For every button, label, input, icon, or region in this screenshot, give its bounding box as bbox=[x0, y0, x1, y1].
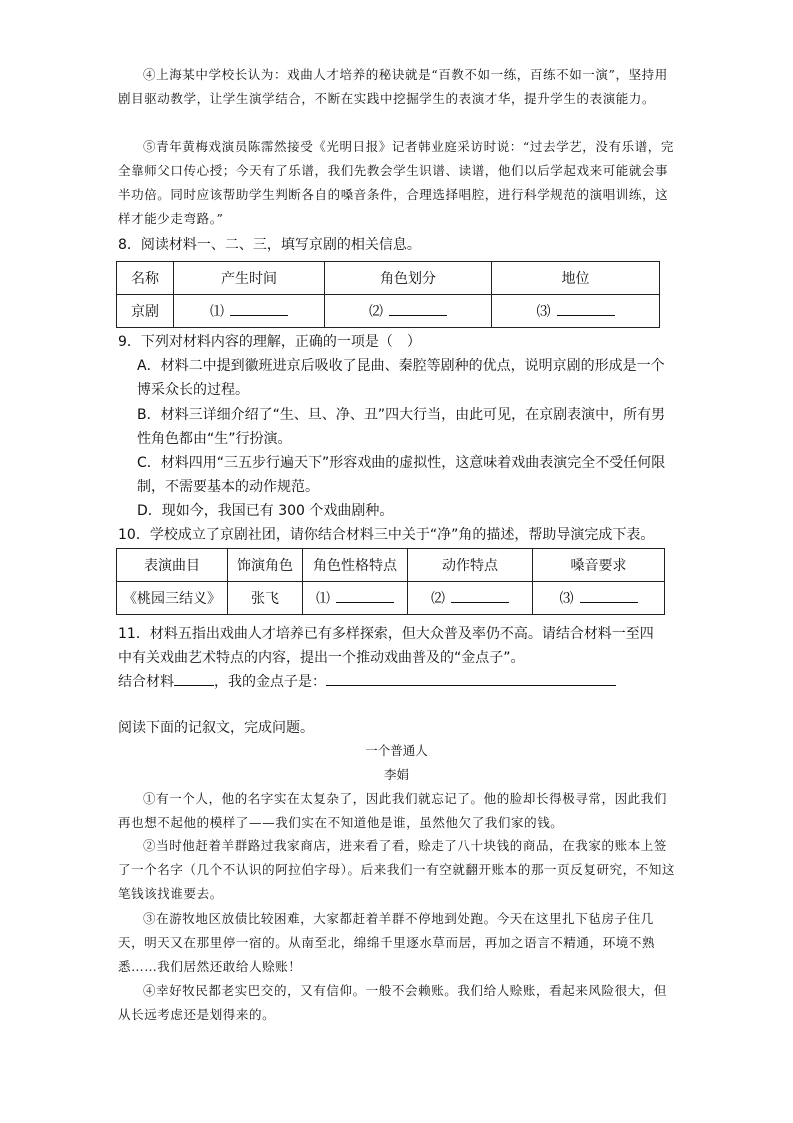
blank-number: ⑶ bbox=[559, 591, 574, 607]
question-8-prompt: 8．阅读材料一、二、三，填写京剧的相关信息。 bbox=[118, 237, 421, 253]
article-paragraph: ④幸好牧民都老实巴交的，又有信仰。一般不会赖账。我们给人赊账，看起来风险很大，但从长远考虑还是划得来的。 bbox=[118, 983, 668, 1022]
table-cell: 京剧 bbox=[117, 295, 174, 328]
answer-blank-1[interactable] bbox=[303, 582, 408, 615]
table-header-cell: 饰演角色 bbox=[228, 549, 303, 582]
reading-intro: 阅读下面的记叙文，完成问题。 bbox=[118, 720, 314, 736]
answer-blank-2[interactable] bbox=[408, 582, 533, 615]
table-cell: 《桃园三结义》 bbox=[117, 582, 228, 615]
table-header-row bbox=[117, 262, 660, 295]
option-a[interactable]: A．材料二中提到徽班进京后吸收了昆曲、秦腔等剧种的优点，说明京剧的形成是一个博采众长的过程。 bbox=[137, 358, 665, 398]
table-header-cell: 角色性格特点 bbox=[303, 549, 408, 582]
question-8-table bbox=[116, 261, 660, 328]
blank-number: ⑴ bbox=[316, 591, 330, 607]
question-9-prompt: 9．下列对材料内容的理解，正确的一项是（ ） bbox=[118, 334, 421, 350]
article-paragraph: ①有一个人，他的名字实在太复杂了，因此我们就忘记了。他的脸却长得极寻常，因此我们再也想不起他的模样了——我们实在不知道他是谁，虽然他欠了我们家的钱。 bbox=[118, 791, 668, 830]
article-paragraph: ②当时他赶着羊群路过我家商店，进来看了看，赊走了八十块钱的商品，在我家的账本上签了一个名字（几个不认识的阿拉伯字母）。后来我们一有空就翻开账本的那一页反复研究，不知这笔钱该找谁要去。 bbox=[118, 838, 676, 901]
table-header-cell: 地位 bbox=[492, 262, 660, 295]
blank-number: ⑶ bbox=[536, 304, 551, 320]
answer-blank-2[interactable] bbox=[325, 295, 492, 328]
question-10-prompt: 10．学校成立了京剧社团，请你结合材料三中关于“净”角的描述，帮助导演完成下表。 bbox=[118, 527, 655, 543]
article-paragraph: ③在游牧地区放债比较困难，大家都赶着羊群不停地到处跑。今天在这里扎下毡房子住几天，明天又在那里停一宿的。从南至北，绵绵千里逐水草而居，再加之语言不精通，环境不熟悉……我们居然还敢给人赊账！ bbox=[118, 911, 656, 974]
blank-number: ⑵ bbox=[369, 304, 383, 320]
blank-number: ⑴ bbox=[210, 304, 224, 320]
answer-blank-3[interactable] bbox=[492, 295, 660, 328]
question-11-prompt: 11．材料五指出戏曲人才培养已有多样探索，但大众普及率仍不高。请结合材料一至四中有关戏曲艺术特点的内容，提出一个推动戏曲普及的“金点子”。 bbox=[118, 626, 654, 666]
material-4-paragraph: ④上海某中学校长认为：戏曲人才培养的秘诀就是“百教不如一练，百练不如一演”，坚持用剧目驱动教学，让学生演学结合，不断在实践中挖掘学生的表演才华，提升学生的表演能力。 bbox=[118, 67, 668, 106]
answer-mid: ，我的金点子是： bbox=[214, 674, 326, 690]
table-cell: 张飞 bbox=[228, 582, 303, 615]
option-b[interactable]: B．材料三详细介绍了“生、旦、净、丑”四大行当，由此可见，在京剧表演中，所有男性角色都由“生”行扮演。 bbox=[137, 407, 666, 447]
article-author: 李娟 bbox=[383, 767, 409, 782]
option-d[interactable]: D．现如今，我国已有 300 个戏曲剧种。 bbox=[137, 503, 394, 519]
table-row bbox=[117, 295, 660, 328]
answer-blank-3[interactable] bbox=[533, 582, 665, 615]
table-header-cell: 产生时间 bbox=[174, 262, 325, 295]
table-header-cell: 嗓音要求 bbox=[533, 549, 665, 582]
blank-number: ⑵ bbox=[431, 591, 445, 607]
table-row bbox=[117, 582, 665, 615]
golden-idea-blank[interactable] bbox=[326, 671, 616, 686]
answer-blank-1[interactable] bbox=[174, 295, 325, 328]
material-blank[interactable] bbox=[174, 671, 214, 686]
option-c[interactable]: C．材料四用“三五步行遍天下”形容戏曲的虚拟性，这意味着戏曲表演完全不受任何限制，不需要基本的动作规范。 bbox=[137, 455, 666, 495]
table-header-row bbox=[117, 549, 665, 582]
answer-prefix: 结合材料 bbox=[118, 674, 174, 690]
question-10-table bbox=[116, 548, 665, 615]
material-5-paragraph: ⑤青年黄梅戏演员陈霈然接受《光明日报》记者韩业庭采访时说：“过去学艺，没有乐谱，完全靠师父口传心授；今天有了乐谱，我们先教会学生识谱、读谱，他们以后学起戏来可能就会事半功倍。同时应该帮助学生判断各自的嗓音条件，合理选择唱腔，进行科学规范的演唱训练，这样才能少走弯路。” bbox=[118, 139, 674, 226]
table-header-cell: 动作特点 bbox=[408, 549, 533, 582]
question-11-answer-line bbox=[118, 670, 678, 694]
article-title: 一个普通人 bbox=[365, 743, 428, 758]
table-header-cell: 表演曲目 bbox=[117, 549, 228, 582]
table-header-cell: 角色划分 bbox=[325, 262, 492, 295]
table-header-cell: 名称 bbox=[117, 262, 174, 295]
